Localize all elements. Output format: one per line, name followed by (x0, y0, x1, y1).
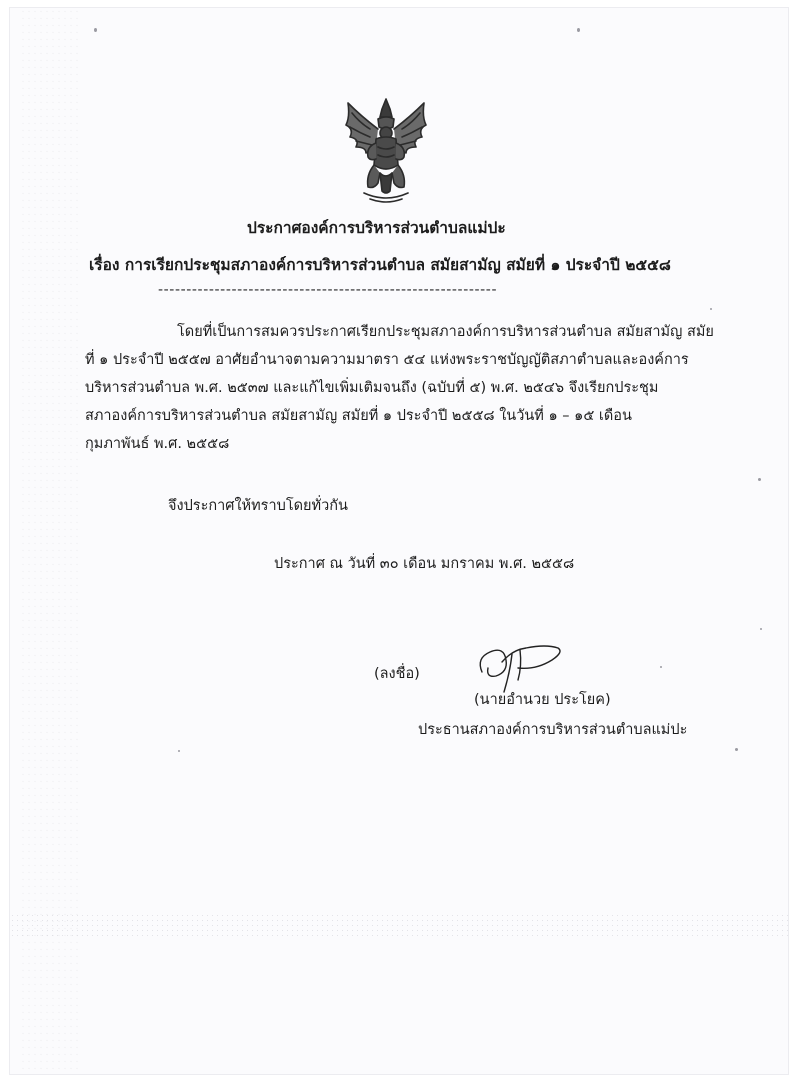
scan-noise-band (10, 913, 788, 939)
garuda-emblem-icon (340, 95, 432, 207)
scan-speck (760, 628, 762, 630)
document-subject: เรื่อง การเรียกประชุมสภาองค์การบริหารส่วนตำบล สมัยสามัญ สมัยที่ ๑ ประจำปี ๒๕๕๘ (89, 256, 671, 274)
announcement-date: ประกาศ ณ วันที่ ๓๐ เดือน มกราคม พ.ศ. ๒๕๕๘ (274, 556, 575, 572)
closing-statement: จึงประกาศให้ทราบโดยทั่วกัน (168, 498, 348, 514)
document-title: ประกาศองค์การบริหารส่วนตำบลแม่ปะ (247, 219, 506, 237)
paragraph-line: สภาองค์การบริหารส่วนตำบล สมัยสามัญ สมัยที่ ๑ ประจำปี ๒๕๕๘ ในวันที่ ๑ – ๑๕ เดือน (85, 408, 632, 424)
scan-speck (735, 748, 738, 751)
scan-speck (660, 666, 662, 668)
scan-speck (94, 28, 97, 32)
paragraph-line: กุมภาพันธ์ พ.ศ. ๒๕๕๘ (85, 436, 230, 452)
signer-name: (นายอำนวย ประโยค) (474, 692, 611, 708)
body-paragraph (85, 318, 714, 458)
scan-speck (178, 750, 180, 752)
signature-label: (ลงชื่อ) (374, 666, 420, 682)
signer-position: ประธานสภาองค์การบริหารส่วนตำบลแม่ปะ (418, 722, 688, 738)
paragraph-line: โดยที่เป็นการสมควรประกาศเรียกประชุมสภาองค์การบริหารส่วนตำบล สมัยสามัญ สมัย (177, 324, 714, 340)
paragraph-line: บริหารส่วนตำบล พ.ศ. ๒๕๓๗ และแก้ไขเพิ่มเติมจนถึง (ฉบับที่ ๕) พ.ศ. ๒๕๔๖ จึงเรียกประชุม (85, 380, 659, 396)
scan-speck (577, 28, 580, 32)
paragraph-line: ที่ ๑ ประจำปี ๒๕๕๗ อาศัยอำนาจตามความมาตรา ๕๔ แห่งพระราชบัญญัติสภาตำบลและองค์การ (85, 352, 689, 368)
scan-speck (758, 478, 761, 481)
scan-speck (710, 308, 712, 310)
title-divider: ------------------------------------------------------------ (158, 282, 498, 298)
